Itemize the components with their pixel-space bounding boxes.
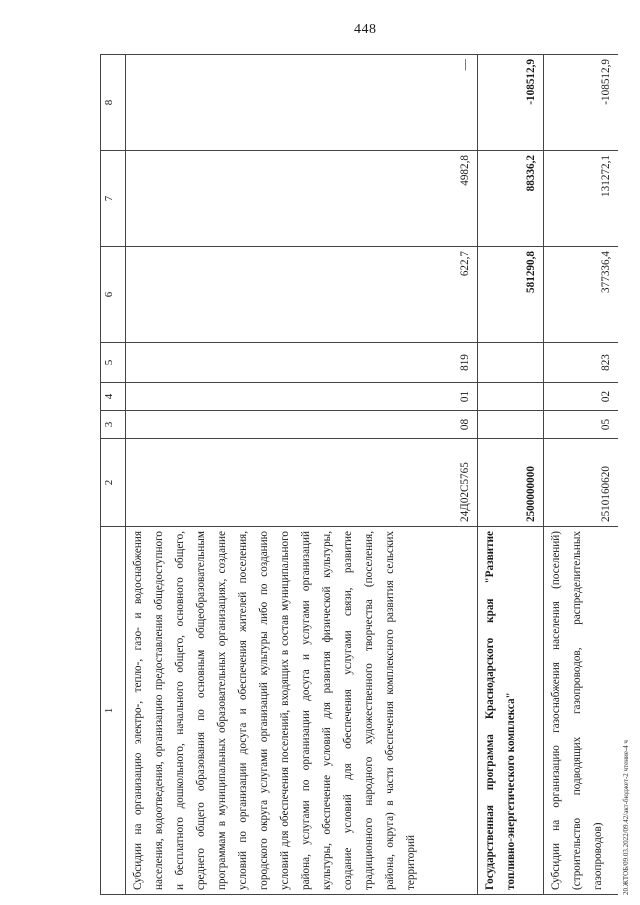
table-row [478, 55, 544, 895]
header-col-4: 4 [101, 383, 126, 411]
header-col-8: 8 [101, 55, 126, 151]
row-col7: 131272,1 [544, 151, 618, 247]
row-name: Субсидии на организацию газоснабжения населения (поселений) (строительство подводящих газопроводов, распределительных газопроводов) [544, 527, 618, 895]
row-name: Государственная программа Краснодарского края "Развитие топливно-энергетического комплекса" [478, 527, 544, 895]
row-pr: 02 [544, 383, 618, 411]
row-col8: -108512,9 [478, 55, 544, 151]
row-col6: 622,7 [126, 247, 478, 343]
row-col8: — [126, 55, 478, 151]
page-number: 448 [354, 22, 377, 37]
row-name: Субсидии на организацию электро-, тепло-, газо- и водоснабжения населения, водоотведения, организацию предоставления общедоступного и бесплатного дошкольного, начального общего, основного общего, среднего общего образования по основным общеобразовательным программам в муниципальных образовательных организациях, создание условий по организации досуга и обеспечения жителей поселения, городского округа услугами организаций культуры либо по созданию условий для обеспечения поселений, входящих в состав муниципального района, услугами по организации досуга и услугами организаций культуры, обеспечение условий для развития физической культуры, создание условий для обеспечения услугами связи, развитие традиционного народного художественного творчества (поселения, района, округа) в части обеспечения комплексного развития сельских территорий [126, 527, 478, 895]
row-col6: 581290,8 [478, 247, 544, 343]
row-col7: 88336,2 [478, 151, 544, 247]
row-rz: 08 [126, 411, 478, 439]
header-col-3: 3 [101, 411, 126, 439]
row-vr [478, 343, 544, 383]
budget-table-rotated [100, 55, 622, 895]
table-row [544, 55, 618, 895]
row-vr: 819 [126, 343, 478, 383]
row-col6: 377336,4 [544, 247, 618, 343]
row-rz: 05 [544, 411, 618, 439]
header-col-2: 2 [101, 439, 126, 527]
header-col-5: 5 [101, 343, 126, 383]
header-col-1: 1 [101, 527, 126, 895]
row-col8: -108512,9 [544, 55, 618, 151]
header-col-6: 6 [101, 247, 126, 343]
header-col-7: 7 [101, 151, 126, 247]
budget-table [100, 54, 618, 895]
row-pr [478, 383, 544, 411]
table-row [126, 55, 478, 895]
row-col7: 4982,8 [126, 151, 478, 247]
row-csr: 2510160620 [544, 439, 618, 527]
row-csr: 24Д02С5765 [126, 439, 478, 527]
row-pr: 01 [126, 383, 478, 411]
row-vr: 823 [544, 343, 618, 383]
header-row [101, 55, 126, 895]
footer-file-note: 20.ЖТОБ/09.03.2022/09.42/акт-бюджет-2 чтение-4 ч [622, 740, 630, 895]
row-csr: 2500000000 [478, 439, 544, 527]
row-rz [478, 411, 544, 439]
